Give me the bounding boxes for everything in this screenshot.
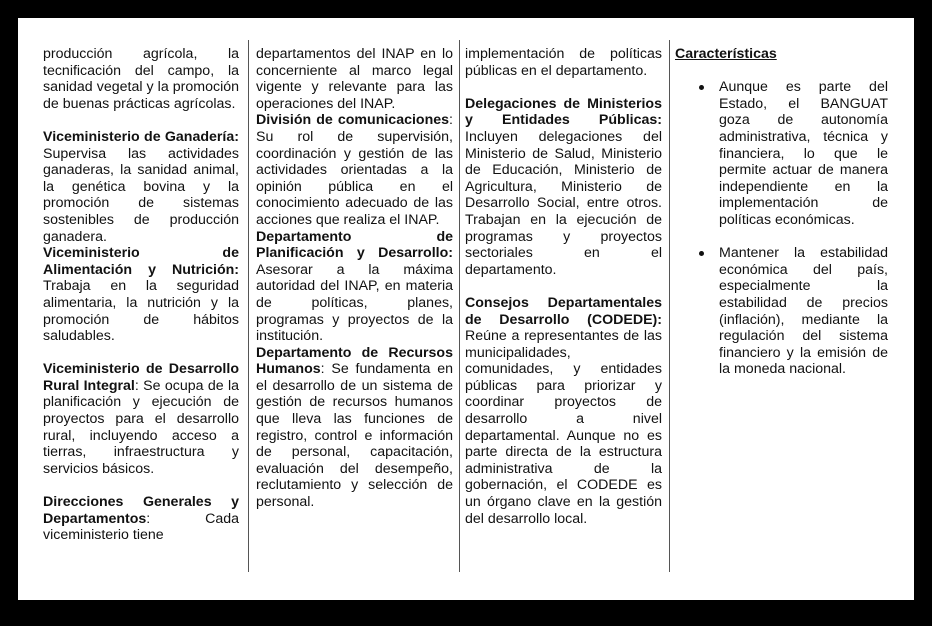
list-spacer [675, 229, 888, 246]
body-text: : Se fundamenta en el desarrollo de un sistema de gestión de recursos humanos que lleva las funciones de registro, control e información de personal, capacitación, evaluación del desempeño, reclutamiento y selección de personal. [256, 361, 453, 511]
column-1 [43, 46, 239, 572]
column-divider [669, 40, 670, 572]
column-divider [459, 40, 460, 572]
heading: Delegaciones de Ministerios y Entidades Públicas: [465, 95, 662, 129]
heading: Viceministerio de Alimentación y Nutrición: [43, 245, 239, 278]
paragraph: departamentos del INAP en lo concerniente al marco legal vigente y relevante para las operaciones del INAP. [256, 46, 453, 112]
paragraph-codede [465, 295, 662, 527]
bullet-list [675, 79, 888, 378]
document-page [18, 18, 914, 600]
body-text: Asesorar a la máxima autoridad del INAP, en materia de políticas, planes, programas y proyectos de la institución. [256, 261, 453, 345]
paragraph-rrhh [256, 345, 453, 511]
section-title: Características [675, 46, 777, 62]
heading: División de comunicaciones [256, 112, 450, 129]
paragraph: implementación de políticas públicas en el departamento. [465, 46, 662, 79]
body-text: : Su rol de supervisión, coordinación y gestión de las actividades orientadas a la opinión pública en el conocimiento adecuado de las acciones que realiza el INAP. [256, 112, 453, 228]
heading: Departamento de Recursos Humanos [256, 344, 453, 378]
list-item [675, 79, 888, 228]
paragraph-planificacion [256, 229, 453, 345]
body-text: Incluyen delegaciones del Ministerio de Salud, Ministerio de Educación, Ministerio de Agricultura, Ministerio de Desarrollo Social, entre otros. Trabajan en la ejecución de programas y proyectos sectoriales en el departamento. [465, 128, 662, 278]
paragraph-delegaciones [465, 96, 662, 279]
paragraph-alimentacion [43, 245, 239, 345]
bullet-icon [699, 85, 704, 90]
column-3 [465, 46, 662, 572]
heading: Viceministerio de Desarrollo Rural Integral [43, 361, 239, 394]
column-2 [256, 46, 453, 572]
bullet-icon [699, 251, 704, 256]
heading: Viceministerio de Ganadería: [43, 128, 239, 145]
column-divider [248, 40, 249, 572]
paragraph-comunicaciones [256, 112, 453, 228]
body-text: Trabaja en la seguridad alimentaria, la nutrición y la promoción de hábitos saludables. [43, 278, 239, 345]
body-text: : Se ocupa de la planificación y ejecución de proyectos para el desarrollo rural, incluyendo acceso a tierras, infraestructura y servicios básicos. [43, 377, 240, 477]
list-item-text: Mantener la estabilidad económica del país, especialmente la estabilidad de precios (inflación), mediante la regulación del sistema financiero y la emisión de la moneda nacional. [719, 245, 888, 378]
heading: Direcciones Generales y Departamentos [43, 494, 239, 527]
heading: Consejos Departamentales de Desarrollo (CODEDE): [465, 294, 662, 328]
paragraph-direcciones [43, 494, 239, 544]
body-text: Supervisa las actividades ganaderas, la sanidad animal, la genética bovina y la promoción de sistemas sostenibles de producción ganadera. [43, 145, 239, 245]
paragraph-rural [43, 361, 239, 477]
list-item [675, 245, 888, 378]
heading: Departamento de Planificación y Desarrollo: [256, 228, 453, 262]
body-text: : Cada viceministerio tiene [43, 510, 239, 544]
column-4 [675, 46, 888, 572]
paragraph-ganaderia [43, 129, 239, 245]
body-text: Reúne a representantes de las municipalidades, comunidades, y entidades públicas para priorizar y coordinar proyectos de desarrollo a nivel departamental. Aunque no es parte directa de la estructura administrativa de la gobernación, el CODEDE es un órgano clave en la gestión del desarrollo local. [465, 328, 662, 527]
list-item-text: Aunque es parte del Estado, el BANGUAT goza de autonomía administrativa, técnica y financiera, lo que le permite actuar de manera independiente en la implementación de políticas económicas. [719, 79, 888, 228]
paragraph: producción agrícola, la tecnificación del campo, la sanidad vegetal y la promoción de buenas prácticas agrícolas. [43, 46, 239, 112]
